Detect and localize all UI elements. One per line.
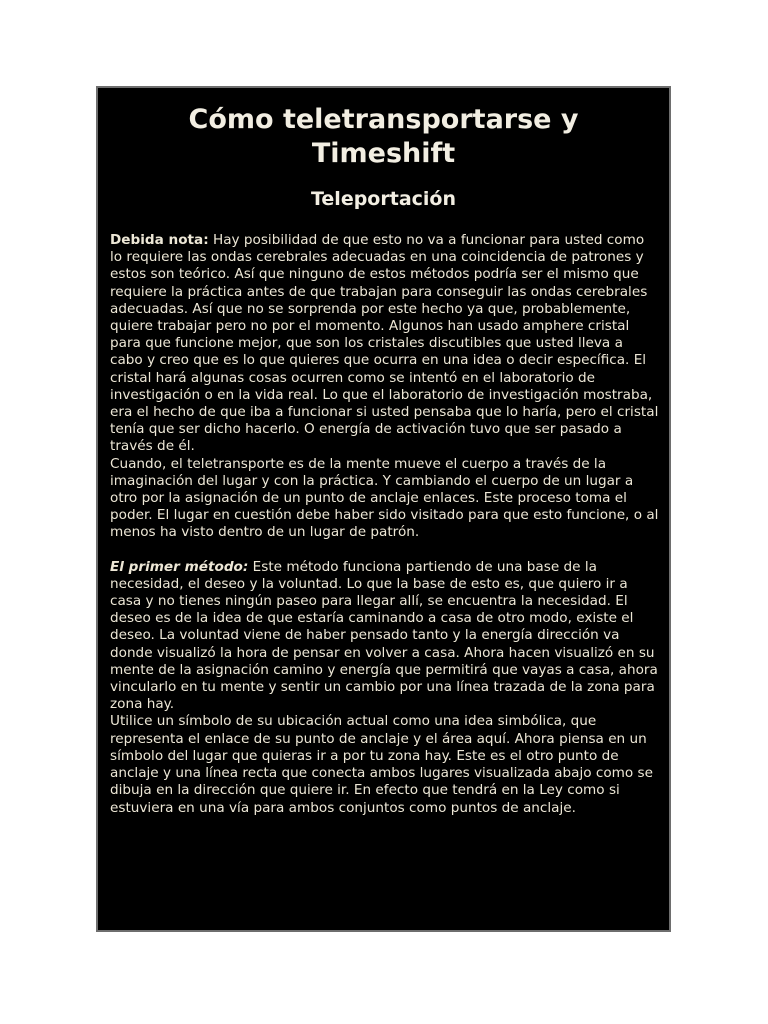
paragraph-debida-nota xyxy=(110,232,659,456)
paragraph-text: Este método funciona partiendo de una base de la necesidad, el deseo y la voluntad. Lo que la base de esto es, que quiero ir a casa y no tienes ningún paseo para llegar allí, se encuentra la necesidad. El deseo es de la idea de que estaría caminando a casa de otro modo, existe el deseo. La voluntad viene de haber pensado tanto y la energía dirección va donde visualizó la hora de pensar en volver a casa. Ahora hacen visualizó en su mente de la asignación camino y energía que permitirá que vayas a casa, ahora vincularlo en tu mente y sentir un cambio por una línea trazada de la zona para zona hay. xyxy=(110,558,658,713)
paragraph-cuando xyxy=(110,456,659,542)
paragraph-primer-metodo xyxy=(110,559,659,714)
document-title: Cómo teletransportarse y Timeshift xyxy=(188,104,579,169)
paragraph-text: Cuando, el teletransporte es de la mente mueve el cuerpo a través de la imaginación del lugar y con la práctica. Y cambiando el cuerpo de un lugar a otro por la asignación de un punto de anclaje enlaces. Este proceso toma el poder. El lugar en cuestión debe haber sido visitado para que esto funcione, o al menos ha visto dentro de un lugar de patrón. xyxy=(110,455,659,541)
document-body xyxy=(110,232,659,817)
paragraph-text: Hay posibilidad de que esto no va a funcionar para usted como lo requiere las ondas cerebrales adecuadas en una coincidencia de patrones y estos son teórico. Así que ninguno de estos métodos podría ser el mismo que requiere la práctica antes de que trabajan para conseguir las ondas cerebrales adecuadas. Así que no se sorprenda por este hecho ya que, probablemente, quiere trabajar pero no por el momento. Algunos han usado amphere cristal para que funcione mejor, que son los cristales discutibles que usted lleva a cabo y creo que es lo que quieres que ocurra en una idea o decir específica. El cristal hará algunas cosas ocurren como se intentó en el laboratorio de investigación o en la vida real. Lo que el laboratorio de investigación mostraba, era el hecho de que iba a funcionar si usted pensaba que lo haría, pero el cristal tenía que ser dicho hacerlo. O energía de activación tuvo que ser pasado a través de él. xyxy=(110,232,659,455)
paragraph-lead: Debida nota: xyxy=(110,232,209,248)
paragraph-lead: El primer método: xyxy=(110,558,249,575)
document-subtitle: Teleportación xyxy=(310,188,456,210)
paragraph-utilice xyxy=(110,713,659,816)
paragraph-text: Utilice un símbolo de su ubicación actual como una idea simbólica, que representa el enlace de su punto de anclaje y el área aquí. Ahora piensa en un símbolo del lugar que quieras ir a por tu zona hay. Este es el otro punto de anclaje y una línea recta que conecta ambos lugares visualizada abajo como se dibuja en la dirección que quiere ir. En efecto que tendrá en la Ley como si estuviera en una vía para ambos conjuntos como puntos de anclaje. xyxy=(110,713,653,816)
document-page xyxy=(96,86,671,932)
